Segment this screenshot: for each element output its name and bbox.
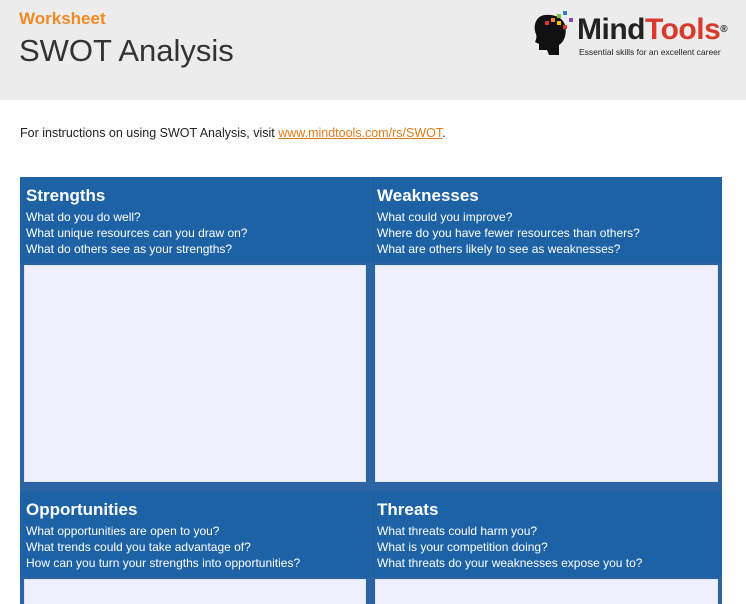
mindtools-logo[interactable] <box>531 9 731 61</box>
page-title: SWOT Analysis <box>19 33 234 68</box>
quadrant-question: How can you turn your strengths into opportunities? <box>26 556 301 570</box>
quadrant-question: What opportunities are open to you? <box>26 524 220 538</box>
weaknesses-header <box>371 177 722 263</box>
swot-grid <box>20 177 722 604</box>
intro-suffix: . <box>442 126 446 140</box>
strengths-answer-area[interactable] <box>24 265 366 482</box>
registered-mark: ® <box>720 24 728 35</box>
opportunities-quadrant <box>20 491 370 604</box>
quadrant-title: Weaknesses <box>377 186 479 205</box>
logo-word-mind: Mind <box>577 13 645 46</box>
swot-instructions-link[interactable]: www.mindtools.com/rs/SWOT <box>278 126 443 140</box>
threats-header <box>371 491 722 577</box>
weaknesses-quadrant <box>371 177 722 490</box>
weaknesses-answer-area[interactable] <box>375 265 718 482</box>
strengths-quadrant <box>20 177 370 490</box>
quadrant-question: What trends could you take advantage of? <box>26 540 251 554</box>
quadrant-title: Threats <box>377 500 439 519</box>
quadrant-title: Opportunities <box>26 500 138 519</box>
logo-wordmark <box>577 15 727 45</box>
page-header <box>0 0 746 100</box>
logo-tagline: Essential skills for an excellent career <box>579 47 721 57</box>
worksheet-label: Worksheet <box>19 9 106 28</box>
quadrant-question: What do you do well? <box>26 210 141 224</box>
quadrant-question: What threats could harm you? <box>377 524 538 538</box>
intro-text <box>20 126 446 140</box>
head-silhouette-icon <box>531 9 579 57</box>
threats-answer-area[interactable] <box>375 579 718 604</box>
quadrant-question: What do others see as your strengths? <box>26 242 233 256</box>
strengths-header <box>20 177 370 263</box>
threats-quadrant <box>371 491 722 604</box>
quadrant-question: What unique resources can you draw on? <box>26 226 248 240</box>
quadrant-question: What threats do your weaknesses expose you to? <box>377 556 643 570</box>
logo-word-tools: Tools <box>644 13 721 46</box>
quadrant-title: Strengths <box>26 186 106 205</box>
quadrant-question: What is your competition doing? <box>377 540 548 554</box>
quadrant-question: Where do you have fewer resources than others? <box>377 226 640 240</box>
quadrant-question: What are others likely to see as weaknesses? <box>377 242 621 256</box>
quadrant-question: What could you improve? <box>377 210 513 224</box>
intro-prefix: For instructions on using SWOT Analysis, visit <box>20 126 279 140</box>
opportunities-header <box>20 491 370 577</box>
opportunities-answer-area[interactable] <box>24 579 366 604</box>
